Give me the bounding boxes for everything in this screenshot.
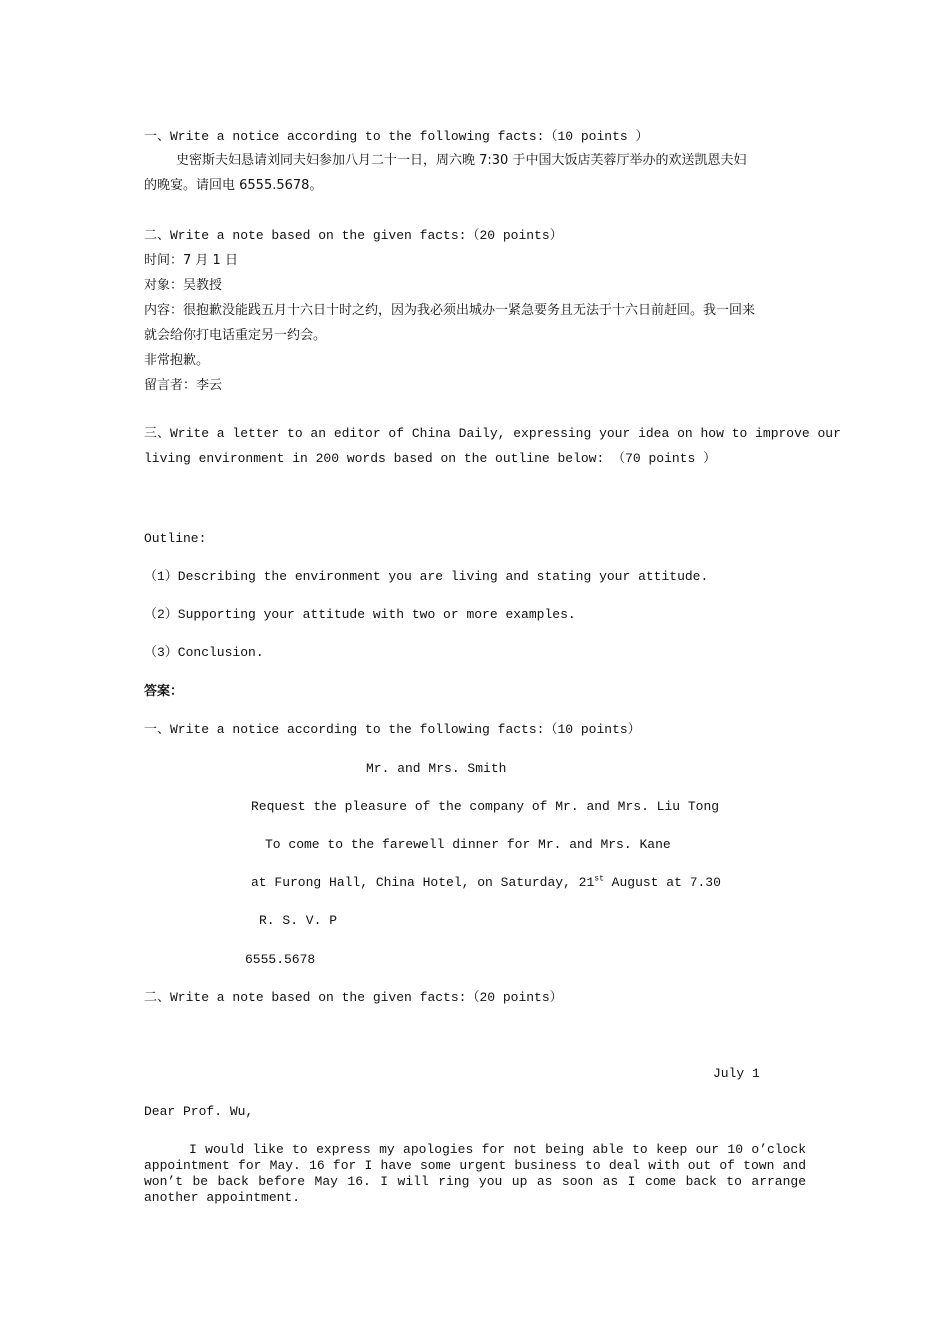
notice-hosts: Mr. and Mrs. Smith [366,761,507,776]
note-date: July 1 [713,1066,760,1081]
notice-phone: 6555.5678 [245,952,316,967]
q2-signer: 留言者：李云 [144,378,223,393]
outline-label: Outline: [144,531,207,546]
q2-heading: 二、Write a note based on the given facts:（20 points） [144,228,563,243]
notice-place [251,875,721,891]
notice-place-main: at Furong Hall, China Hotel, on Saturday, 21 [251,875,595,890]
outline-item: （2）Supporting your attitude with two or more examples. [144,607,576,622]
a2-heading: 二、Write a note based on the given facts:（20 points） [144,990,563,1005]
notice-purpose: To come to the farewell dinner for Mr. and Mrs. Kane [265,837,671,852]
outline-item: （3）Conclusion. [144,645,264,660]
note-salutation: Dear Prof. Wu, [144,1104,254,1119]
q1-heading: 一、Write a notice according to the following facts:（10 points ） [144,129,649,144]
q2-apology: 非常抱歉。 [144,353,210,368]
q2-time: 时间：7 月 1 日 [144,253,238,268]
answers-label: 答案： [144,684,184,699]
q2-target: 对象：吴教授 [144,278,223,293]
q3-heading-line1: 三、Write a letter to an editor of China Daily, expressing your idea on how to improve our [144,426,841,441]
note-body: I would like to express my apologies for not being able to keep our 10 o’clock appointment for May. 16 for I have some urgent business to deal with out of town and won’t be back before May 16. I will ring you up as soon as I come back to arrange another appointment. [144,1142,806,1205]
notice-request: Request the pleasure of the company of Mr. and Mrs. Liu Tong [251,799,720,814]
q2-content-line2: 就会给你打电话重定另一约会。 [144,328,327,343]
q1-facts-line2: 的晚宴。请回电 6555.5678。 [144,178,323,193]
outline-item: （1）Describing the environment you are living and stating your attitude. [144,569,709,584]
notice-day-suffix: st [594,874,604,884]
q3-heading-line2: living environment in 200 words based on the outline below: （70 points ） [144,451,717,466]
q2-content-line1: 内容：很抱歉没能践五月十六日十时之约，因为我必须出城办一紧急要务且无法于十六日前赶回。我一回来 [144,303,756,318]
a1-heading: 一、Write a notice according to the following facts:（10 points） [144,722,641,737]
notice-rsvp: R. S. V. P [259,913,338,928]
notice-place-time: August at 7.30 [603,875,721,890]
q1-facts-line1: 史密斯夫妇恳请刘同夫妇参加八月二十一日，周六晚 7:30 于中国大饭店芙蓉厅举办的欢送凯恩夫妇 [176,153,747,168]
